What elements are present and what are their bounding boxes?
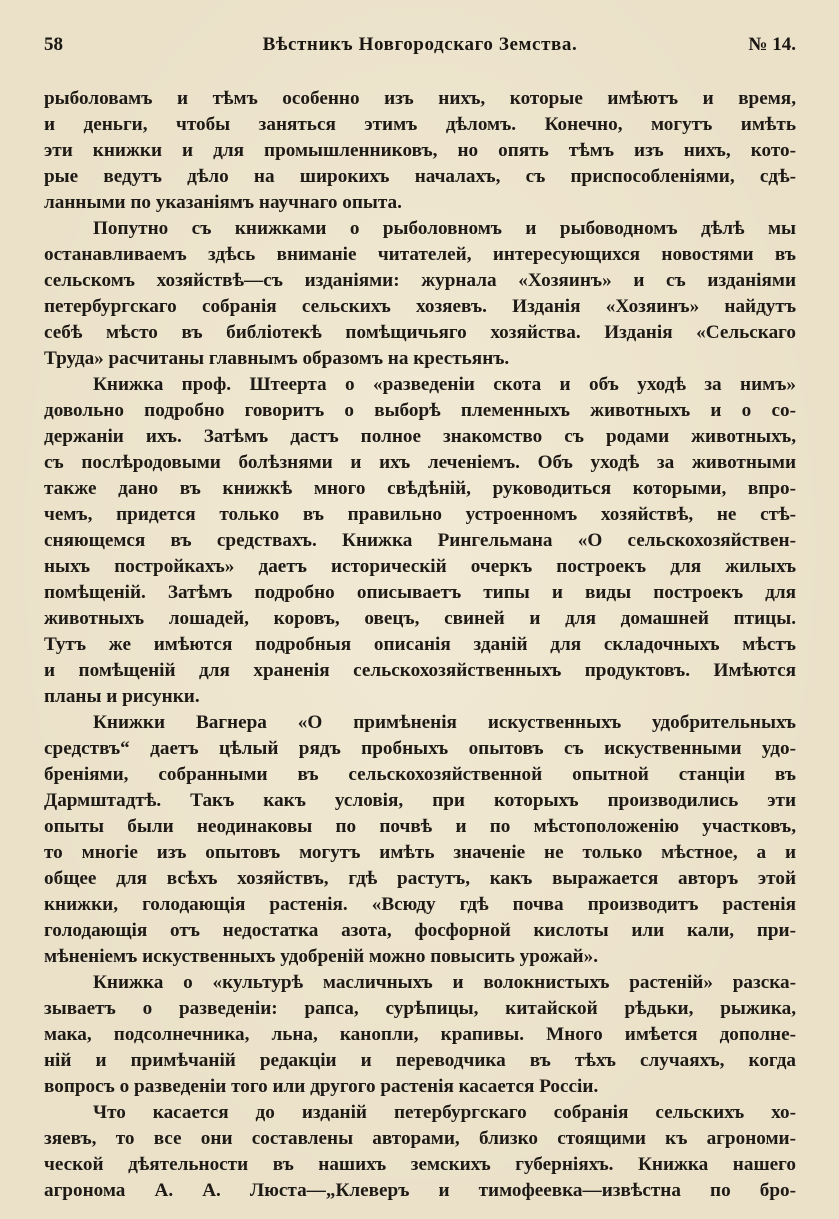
text-line: держаніи ихъ. Затѣмъ дастъ полное знакомство съ родами животныхъ, — [44, 426, 796, 447]
article-body — [44, 86, 796, 1204]
paragraph — [44, 710, 796, 970]
text-line: ній и примѣчаній редакціи и переводчика въ тѣхъ случаяхъ, когда — [44, 1050, 796, 1071]
text-line: вопросъ о разведеніи того или другого растенія касается Россіи. — [44, 1076, 599, 1097]
text-line: чемъ, придется только въ правильно устроенномъ хозяйствѣ, не стѣ- — [44, 504, 796, 525]
text-line: мѣненіемъ искуственныхъ удобреній можно повысить урожай». — [44, 946, 599, 967]
text-line: мака, подсолнечника, льна, канопли, крапивы. Много имѣется дополне- — [44, 1024, 796, 1045]
text-line: Тутъ же имѣются подробныя описанія зданій для складочныхъ мѣстъ — [44, 634, 796, 655]
text-line: Книжка проф. Штеерта о «разведеніи скота и объ уходѣ за нимъ» — [93, 374, 796, 395]
text-line: средствъ“ даетъ цѣлый рядъ пробныхъ опытовъ съ искуственными удо- — [44, 738, 796, 759]
text-line: также дано въ книжкѣ много свѣдѣній, руководиться которыми, впро- — [44, 478, 796, 499]
text-line: голодающія отъ недостатка азота, фосфорной кислоты или кали, при- — [44, 920, 796, 941]
text-line: Попутно съ книжками о рыболовномъ и рыбоводномъ дѣлѣ мы — [93, 218, 796, 239]
text-line: съ послѣродовыми болѣзнями и ихъ леченіемъ. Объ уходѣ за животными — [44, 452, 796, 473]
text-line: сняющемся въ средствахъ. Книжка Рингельмана «О сельскохозяйствен- — [44, 530, 796, 551]
text-line: и помѣщеній для храненія сельскохозяйственныхъ продуктовъ. Имѣются — [44, 660, 796, 681]
page-header — [44, 34, 796, 60]
text-line: петербургскаго собранія сельскихъ хозяевъ. Изданія «Хозяинъ» найдутъ — [44, 296, 796, 317]
text-line: то многіе изъ опытовъ могутъ имѣть значеніе не только мѣстное, а и — [44, 842, 796, 863]
text-line: Дармштадтѣ. Такъ какъ условія, при которыхъ производились эти — [44, 790, 796, 811]
text-line: зяевъ, то все они составлены авторами, близко стоящими къ агрономи- — [44, 1128, 796, 1149]
text-line: ныхъ постройкахъ» даетъ историческій очеркъ построекъ для жилыхъ — [44, 556, 796, 577]
text-line: довольно подробно говоритъ о выборѣ племенныхъ животныхъ и о со- — [44, 400, 796, 421]
text-line: Книжки Вагнера «О примѣненія искуственныхъ удобрительныхъ — [93, 712, 796, 733]
paragraph — [44, 372, 796, 710]
text-line: эти книжки и для промышленниковъ, но опять тѣмъ изъ нихъ, кото- — [44, 140, 796, 161]
text-line: ланными по указаніямъ научнаго опыта. — [44, 192, 402, 213]
page-number: 58 — [44, 34, 63, 55]
text-line: зываетъ о разведеніи: рапса, сурѣпицы, китайской рѣдьки, рыжика, — [44, 998, 796, 1019]
paragraph — [44, 1100, 796, 1204]
text-line: Книжка о «культурѣ масличныхъ и волокнистыхъ растеній» разска- — [93, 972, 796, 993]
text-line: Труда» расчитаны главнымъ образомъ на крестьянъ. — [44, 348, 510, 369]
text-line: рые ведутъ дѣло на широкихъ началахъ, съ приспособленіями, сдѣ- — [44, 166, 796, 187]
text-line: ческой дѣятельности въ нашихъ земскихъ губерніяхъ. Книжка нашего — [44, 1154, 796, 1175]
text-line: и деньги, чтобы заняться этимъ дѣломъ. Конечно, могутъ имѣть — [44, 114, 796, 135]
text-line: общее для всѣхъ хозяйствъ, гдѣ растутъ, какъ выражается авторъ этой — [44, 868, 796, 889]
text-line: сельскомъ хозяйствѣ—съ изданіями: журнала «Хозяинъ» и съ изданіями — [44, 270, 796, 291]
text-line: останавливаемъ здѣсь вниманіе читателей, интересующихся новостями въ — [44, 244, 796, 265]
text-line: книжки, голодающія растенія. «Всюду гдѣ почва производитъ растенія — [44, 894, 796, 915]
text-line: агронома А. А. Люста—„Клеверъ и тимофеевка—извѣстна по бро- — [44, 1180, 796, 1201]
paragraph — [44, 86, 796, 216]
paragraph — [44, 216, 796, 372]
paragraph — [44, 970, 796, 1100]
text-line: рыболовамъ и тѣмъ особенно изъ нихъ, которые имѣютъ и время, — [44, 88, 796, 109]
text-line: животныхъ лошадей, коровъ, овецъ, свиней и для домашней птицы. — [44, 608, 796, 629]
journal-title: Вѣстникъ Новгородскаго Земства. — [262, 34, 578, 55]
issue-number: № 14. — [748, 34, 796, 55]
text-line: бреніями, собранными въ сельскохозяйственной опытной станціи въ — [44, 764, 796, 785]
text-line: Что касается до изданій петербургскаго собранія сельскихъ хо- — [93, 1102, 796, 1123]
text-line: помѣщеній. Затѣмъ подробно описываетъ типы и виды построекъ для — [44, 582, 796, 603]
text-line: планы и рисунки. — [44, 686, 200, 707]
text-line: опыты были неодинаковы по почвѣ и по мѣстоположенію участковъ, — [44, 816, 796, 837]
text-line: себѣ мѣсто въ библіотекѣ помѣщичьяго хозяйства. Изданія «Сельскаго — [44, 322, 796, 343]
